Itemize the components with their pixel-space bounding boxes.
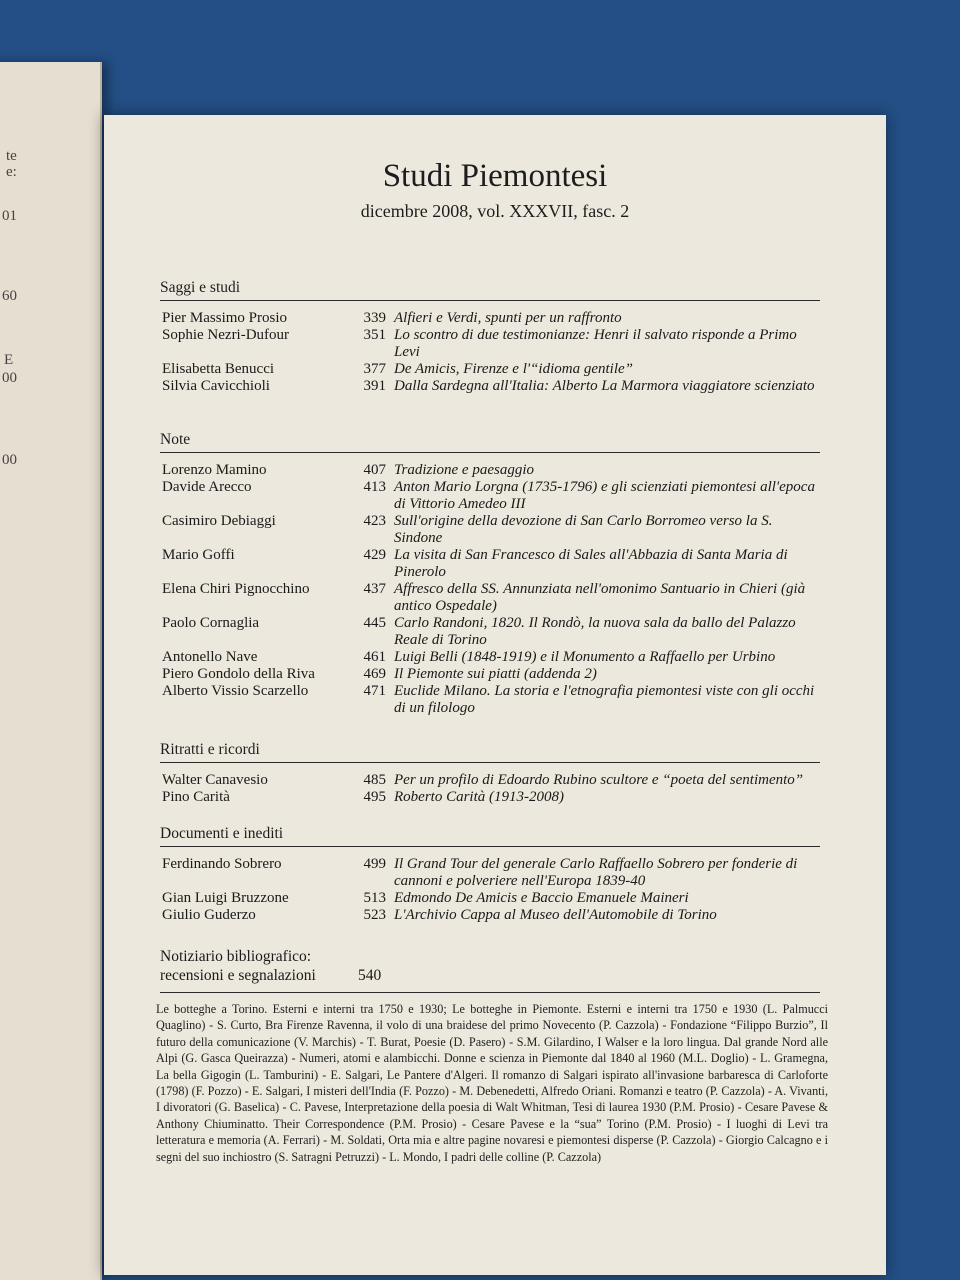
entry-page-number: 429	[363, 547, 386, 563]
entry-page-number: 351	[363, 327, 386, 343]
entry-title: Il Piemonte sui piatti (addenda 2)	[394, 666, 597, 682]
toc-entry[interactable]	[160, 666, 820, 683]
entry-author: Pier Massimo Prosio	[162, 310, 288, 326]
left-page-fragment: e:	[6, 164, 17, 180]
entry-author: Mario Goffi	[162, 547, 235, 563]
entry-page-number: 423	[363, 513, 386, 529]
section-heading: Ritratti e ricordi	[160, 741, 820, 763]
entry-page-number: 437	[363, 581, 386, 597]
left-page-fragment: E	[4, 352, 14, 368]
entry-title: Anton Mario Lorgna (1735-1796) e gli scienziati piemontesi all'epoca di Vittorio Amedeo III	[394, 479, 815, 512]
notiziario-page: 540	[358, 967, 382, 984]
entry-author: Antonello Nave	[162, 649, 258, 665]
section-note	[160, 431, 820, 717]
entry-title: Carlo Randoni, 1820. Il Rondò, la nuova sala da ballo del Palazzo Reale di Torino	[394, 615, 796, 648]
entry-page-number: 499	[363, 856, 386, 872]
entry-title: Dalla Sardegna all'Italia: Alberto La Marmora viaggiatore scienziato	[394, 378, 815, 394]
entry-title: Edmondo De Amicis e Baccio Emanuele Maineri	[394, 890, 689, 906]
toc-entry[interactable]	[160, 378, 820, 395]
entry-page-number: 523	[363, 907, 386, 923]
section-saggi-e-studi	[160, 279, 820, 395]
toc-entry[interactable]	[160, 907, 820, 924]
toc-entry[interactable]	[160, 789, 820, 806]
divider	[160, 992, 820, 993]
entry-title: Alfieri e Verdi, spunti per un raffronto	[394, 310, 622, 326]
entry-page-number: 339	[363, 310, 386, 326]
toc-entry[interactable]	[160, 462, 820, 479]
entry-author: Giulio Guderzo	[162, 907, 256, 923]
issue-info: dicembre 2008, vol. XXXVII, fasc. 2	[360, 201, 630, 221]
entry-title: De Amicis, Firenze e l'“idioma gentile”	[394, 361, 634, 377]
entry-title: L'Archivio Cappa al Museo dell'Automobile di Torino	[394, 907, 717, 923]
left-page-fragment: 01	[2, 208, 17, 224]
entry-author: Ferdinando Sobrero	[162, 856, 282, 872]
entry-author: Davide Arecco	[162, 479, 252, 495]
toc-entry[interactable]	[160, 479, 820, 513]
entry-title: Roberto Carità (1913-2008)	[394, 789, 564, 805]
left-page-fragment: 00	[2, 452, 17, 468]
entry-page-number: 407	[363, 462, 386, 478]
entry-author: Pino Carità	[162, 789, 230, 805]
toc-entry[interactable]	[160, 683, 820, 717]
left-page-fragment: te	[6, 148, 17, 164]
entry-author: Piero Gondolo della Riva	[162, 666, 315, 682]
toc-entry[interactable]	[160, 361, 820, 378]
toc-entry[interactable]	[160, 310, 820, 327]
entry-page-number: 495	[363, 789, 386, 805]
section-documenti-e-inediti	[160, 825, 820, 924]
entry-author: Sophie Nezri-Dufour	[162, 327, 290, 343]
section-heading: Documenti e inediti	[160, 825, 820, 847]
section-heading: Note	[160, 431, 820, 453]
reviews-list: Le botteghe a Torino. Esterni e interni tra 1750 e 1930; Le botteghe in Piemonte. Esterni e interni tra 1750 e 1930 (L. Palmucci Quaglino) - S. Curto, Bra Firenze Ravenna, il volo di una braidese del primo Novecento (P. Cazzola) - Fondazione “Filippo Burzio”, Il futuro della comunicazione (V. Marchis) - T. Burat, Poesie (D. Pasero) - S.M. Gilardino, I Walser e la loro lingua. Dal grande Nord alle Alpi (G. Gasca Queirazza) - Numeri, atomi e alambicchi. Donne e scienza in Piemonte dal 1840 al 1960 (M.L. Doglio) - L. Gramegna, La bella Gigogin (L. Tamburini) - E. Salgari, Le Pantere d'Algeri. Il romanzo di Salgari ispirato all'invasione barbaresca di Carloforte (1798) (F. Pozzo) - E. Salgari, I misteri dell'India (F. Pozzo) - M. Debenedetti, Alfredo Oriani. Romanzi e teatro (P. Cazzola) - A. Vivanti, I divoratori (G. Baselica) - C. Pavese, Interpretazione della poesia di Walt Whitman, Tesi di laurea 1930 (P.M. Prosio) - Cesare Pavese & Anthony Chiuminatto. Their Correspondence (P.M. Prosio) - Cesare Pavese e la “sua” Torino (P.M. Prosio) - I luoghi di Levi tra letteratura e memoria (A. Ferrari) - M. Soldati, Orta mia e altre pagine novaresi e piemontesi disperse (P. Cazzola) - Giorgio Calcagno e i segni del suo inchiostro (S. Satragni Petruzzi) - L. Mondo, I padri delle colline (P. Cazzola)	[156, 1002, 828, 1164]
entry-page-number: 413	[363, 479, 386, 495]
entry-author: Lorenzo Mamino	[162, 462, 267, 478]
entry-title: Sull'origine della devozione di San Carlo Borromeo verso la S. Sindone	[394, 513, 773, 546]
entry-title: La visita di San Francesco di Sales all'Abbazia di Santa Maria di Pinerolo	[394, 547, 788, 580]
toc-entry[interactable]	[160, 649, 820, 666]
notiziario-entry	[160, 947, 460, 985]
toc-entry[interactable]	[160, 547, 820, 581]
entry-title: Il Grand Tour del generale Carlo Raffaello Sobrero per fonderie di cannoni e polveriere nell'Europa 1839-40	[394, 856, 798, 889]
table-of-contents-page	[104, 115, 886, 1275]
entry-author: Silvia Cavicchioli	[162, 378, 270, 394]
toc-entry[interactable]	[160, 513, 820, 547]
entry-page-number: 485	[363, 772, 386, 788]
section-heading: Saggi e studi	[160, 279, 820, 301]
background-page	[0, 62, 102, 1280]
entry-page-number: 461	[363, 649, 386, 665]
journal-header	[104, 157, 886, 222]
toc-entry[interactable]	[160, 327, 820, 361]
entry-title: Per un profilo di Edoardo Rubino scultore e “poeta del sentimento”	[394, 772, 804, 788]
entry-author: Gian Luigi Bruzzone	[162, 890, 289, 906]
entry-title: Affresco della SS. Annunziata nell'omonimo Santuario in Chieri (già antico Ospedale)	[394, 581, 806, 614]
entry-title: Tradizione e paesaggio	[394, 462, 535, 478]
entry-page-number: 469	[363, 666, 386, 682]
toc-entry[interactable]	[160, 581, 820, 615]
entry-author: Casimiro Debiaggi	[162, 513, 276, 529]
entry-title: Lo scontro di due testimonianze: Henri il salvato risponde a Primo Levi	[394, 327, 797, 360]
entry-title: Euclide Milano. La storia e l'etnografia piemontesi viste con gli occhi di un filologo	[394, 683, 815, 716]
entry-title: Luigi Belli (1848-1919) e il Monumento a Raffaello per Urbino	[394, 649, 776, 665]
entry-page-number: 471	[363, 683, 386, 699]
toc-entry[interactable]	[160, 615, 820, 649]
left-page-fragment: 00	[2, 370, 17, 386]
entry-page-number: 445	[363, 615, 386, 631]
entry-author: Alberto Vissio Scarzello	[162, 683, 309, 699]
notiziario-sublabel: recensioni e segnalazioni	[160, 967, 316, 984]
toc-entry[interactable]	[160, 890, 820, 907]
notiziario-label: Notiziario bibliografico:	[160, 948, 312, 965]
entry-page-number: 377	[363, 361, 386, 377]
section-ritratti-e-ricordi	[160, 741, 820, 806]
toc-entry[interactable]	[160, 772, 820, 789]
entry-author: Elisabetta Benucci	[162, 361, 275, 377]
toc-entry[interactable]	[160, 856, 820, 890]
entry-page-number: 513	[363, 890, 386, 906]
entry-author: Walter Canavesio	[162, 772, 268, 788]
left-page-fragment: 60	[2, 288, 17, 304]
journal-title: Studi Piemontesi	[382, 158, 608, 194]
entry-author: Elena Chiri Pignocchino	[162, 581, 310, 597]
entry-page-number: 391	[363, 378, 386, 394]
entry-author: Paolo Cornaglia	[162, 615, 260, 631]
